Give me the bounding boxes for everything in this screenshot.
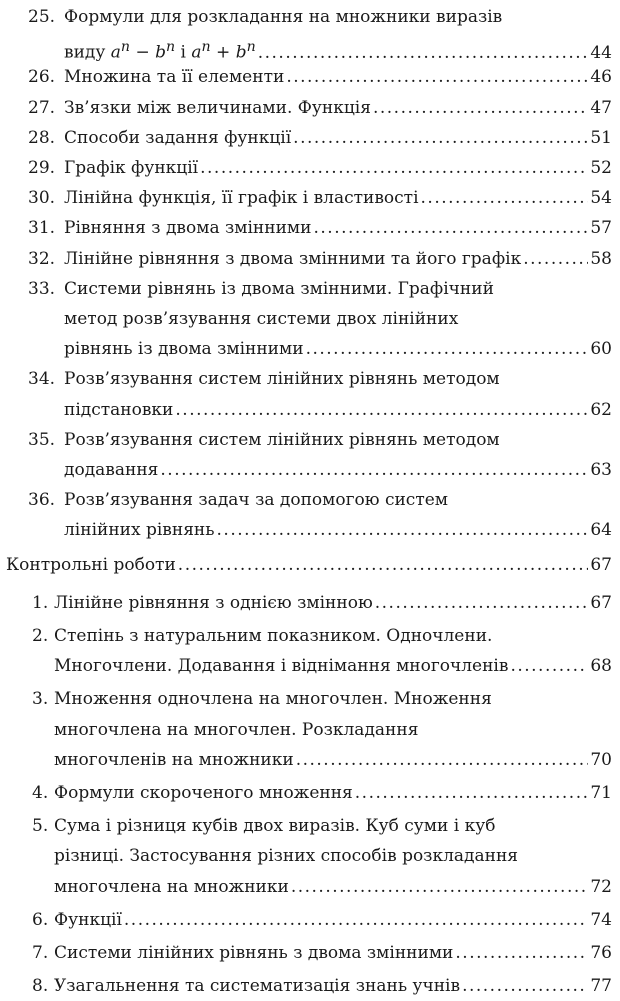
entry-title: Сума і різниця кубів двох виразів. Куб суми і куб xyxy=(54,816,496,837)
dot-leader xyxy=(462,971,588,1001)
page-number: 77 xyxy=(590,976,612,997)
entry-title: Розв’язування систем лінійних рівнянь методом xyxy=(64,369,500,390)
dot-leader xyxy=(421,183,589,213)
entry-title: Формули скороченого множення xyxy=(54,783,353,803)
toc-line xyxy=(64,455,612,485)
entry-title: Множення одночлена на многочлен. Множення xyxy=(54,689,492,710)
toc-line xyxy=(54,841,612,871)
entry-number: 30. xyxy=(28,188,56,209)
toc-line xyxy=(64,32,612,62)
page-number: 58 xyxy=(590,248,612,269)
entry-number: 4. xyxy=(32,783,49,803)
dot-leader xyxy=(296,745,589,775)
entry-number: 31. xyxy=(28,218,56,239)
page-number: 68 xyxy=(590,656,612,677)
entry-title: рівнянь із двома змінними xyxy=(64,339,304,360)
section-title: Контрольні роботи xyxy=(6,554,176,575)
entry-title: многочленів на множники xyxy=(54,749,294,770)
page-number: 52 xyxy=(590,158,612,178)
entry-title: Рівняння з двома змінними xyxy=(64,218,312,239)
dot-leader xyxy=(178,550,589,580)
entry-title: Графік функції xyxy=(64,158,199,178)
dot-leader xyxy=(375,588,589,618)
toc-line xyxy=(32,905,612,935)
formula-conjunction: і xyxy=(175,42,192,63)
page-number: 62 xyxy=(590,399,612,420)
entry-number: 7. xyxy=(32,943,49,963)
formula-plus: + xyxy=(210,42,236,63)
entry-title: Способи задання функції xyxy=(64,127,292,148)
page-number: 54 xyxy=(590,188,612,209)
toc-line xyxy=(28,364,612,394)
page-number: 67 xyxy=(590,592,612,613)
entry-number: 36. xyxy=(28,490,56,511)
page-number: 74 xyxy=(590,909,612,930)
toc-line xyxy=(28,93,612,123)
entry-title: многочлена на многочлен. Розкладання xyxy=(54,719,419,740)
formula-var-a: a xyxy=(191,42,202,63)
page-number: 57 xyxy=(590,218,612,239)
page-number: 44 xyxy=(590,42,612,63)
entry-title: Степінь з натуральним показником. Одночлени. xyxy=(54,626,493,646)
toc-line xyxy=(28,274,612,304)
dot-leader xyxy=(160,455,588,485)
toc-line xyxy=(64,395,612,425)
dot-leader xyxy=(373,93,588,123)
page-number: 46 xyxy=(590,67,612,88)
toc-line xyxy=(32,621,612,651)
entry-title: Лінійне рівняння з однією змінною xyxy=(54,592,373,613)
entry-number: 35. xyxy=(28,429,56,450)
toc-line xyxy=(28,2,612,32)
entry-number: 1. xyxy=(32,592,49,613)
toc-line xyxy=(32,971,612,1001)
toc-line xyxy=(64,515,612,545)
toc-line xyxy=(54,872,612,902)
entry-title: різниці. Застосування різних способів розкладання xyxy=(54,846,519,867)
formula-exp-n: n xyxy=(120,39,131,56)
entry-number: 26. xyxy=(28,67,56,88)
toc-line xyxy=(28,485,612,515)
dot-leader xyxy=(286,62,588,92)
page-number: 76 xyxy=(590,943,612,963)
page-number: 64 xyxy=(590,520,612,541)
entry-title: Множина та її елементи xyxy=(64,67,285,88)
entry-title: підстановки xyxy=(64,399,174,420)
toc-line xyxy=(54,651,612,681)
entry-title: метод розв’язування системи двох лінійних xyxy=(64,309,459,329)
dot-leader xyxy=(455,938,588,968)
entry-number: 34. xyxy=(28,369,56,390)
entry-title: Системи рівнянь із двома змінними. Графічний xyxy=(64,278,494,299)
entry-title: Формули для розкладання на множники виразів xyxy=(64,7,503,27)
formula-minus: − xyxy=(130,42,156,63)
entry-number: 8. xyxy=(32,976,49,997)
dot-leader xyxy=(306,334,589,364)
page-number: 67 xyxy=(590,554,612,575)
dot-leader xyxy=(175,395,588,425)
toc-line xyxy=(32,938,612,968)
entry-number: 5. xyxy=(32,816,49,837)
dot-leader xyxy=(355,778,589,808)
toc-line xyxy=(32,684,612,714)
entry-number: 32. xyxy=(28,248,56,269)
toc-line xyxy=(32,811,612,841)
entry-title: Функції xyxy=(54,909,122,930)
formula-exp-n: n xyxy=(166,39,176,56)
dot-leader xyxy=(523,244,588,274)
entry-number: 3. xyxy=(32,689,49,710)
dot-leader xyxy=(313,213,588,243)
toc-line xyxy=(32,588,612,618)
toc-line xyxy=(28,62,612,92)
toc-line xyxy=(64,304,612,334)
toc-line xyxy=(28,425,612,455)
toc-line xyxy=(54,745,612,775)
dot-leader xyxy=(510,651,588,681)
formula-var-a: a xyxy=(110,42,121,63)
page-number: 47 xyxy=(590,97,612,118)
section-heading xyxy=(6,550,612,580)
dot-leader xyxy=(217,515,589,545)
page-number: 71 xyxy=(590,783,612,803)
page-number: 70 xyxy=(590,749,612,770)
entry-title: Зв’язки між величинами. Функція xyxy=(64,97,371,118)
entry-title: Узагальнення та систематизація знань учнів xyxy=(54,976,461,997)
toc-line xyxy=(28,153,612,183)
page-number: 60 xyxy=(590,339,612,360)
entry-number: 25. xyxy=(28,7,56,27)
entry-title: Лінійне рівняння з двома змінними та його графік xyxy=(64,248,522,269)
toc-line xyxy=(28,123,612,153)
entry-number: 29. xyxy=(28,158,56,178)
entry-title: додавання xyxy=(64,460,159,480)
dot-leader xyxy=(200,153,588,183)
entry-number: 6. xyxy=(32,909,49,930)
entry-title: лінійних рівнянь xyxy=(64,520,215,541)
toc-line xyxy=(64,334,612,364)
formula-var-b: b xyxy=(155,42,166,63)
page-number: 72 xyxy=(590,876,612,897)
entry-title: Лінійна функція, її графік і властивості xyxy=(64,188,419,209)
toc-line xyxy=(28,244,612,274)
toc-line xyxy=(28,183,612,213)
toc-line xyxy=(54,715,612,745)
entry-number: 33. xyxy=(28,278,56,299)
formula-exp-n: n xyxy=(201,39,211,56)
entry-title: Розв’язування систем лінійних рівнянь методом xyxy=(64,429,500,450)
formula-prefix: виду xyxy=(64,42,111,63)
toc-line xyxy=(32,778,612,808)
entry-title: Розв’язування задач за допомогою систем xyxy=(64,490,449,511)
entry-number: 28. xyxy=(28,127,56,148)
formula-exp-n: n xyxy=(246,39,256,56)
entry-title: Системи лінійних рівнянь з двома змінними xyxy=(54,943,454,963)
dot-leader xyxy=(293,123,588,153)
entry-number: 2. xyxy=(32,626,49,646)
toc-line xyxy=(28,213,612,243)
formula-var-b: b xyxy=(235,42,247,63)
entry-title: Многочлени. Додавання і віднімання многочленів xyxy=(54,656,509,677)
dot-leader xyxy=(124,905,588,935)
dot-leader xyxy=(291,872,589,902)
entry-title: многочлена на множники xyxy=(54,876,289,897)
entry-number: 27. xyxy=(28,97,56,118)
page-number: 63 xyxy=(590,460,612,480)
page-number: 51 xyxy=(590,127,612,148)
